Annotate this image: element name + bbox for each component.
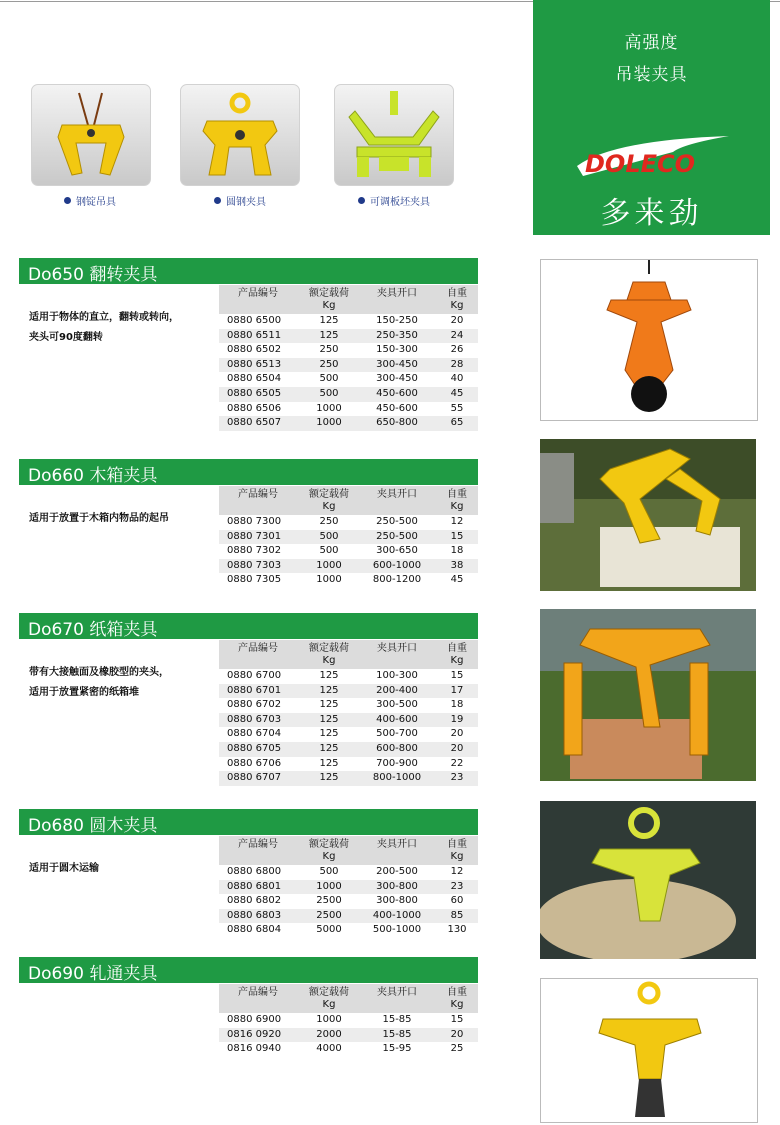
table-row [219, 1028, 478, 1043]
section-description: 夹头可90度翻转 [29, 332, 103, 343]
cell-code: 0880 7300 [227, 516, 282, 527]
photo-carton-clamp [540, 609, 756, 781]
cell-weight: 15 [450, 670, 464, 681]
table-row [219, 402, 478, 417]
table-row [219, 515, 478, 530]
cell-load: 250 [319, 358, 339, 370]
section-title: Do660 木箱夹具 [28, 466, 158, 486]
table-row [219, 416, 478, 431]
cell-opening: 700-900 [376, 757, 418, 769]
cell-weight: 15 [450, 530, 464, 542]
cell-code: 0880 6701 [227, 684, 282, 696]
table-row [219, 530, 478, 545]
cell-weight: 18 [450, 699, 464, 711]
table-row [219, 544, 478, 559]
cell-opening: 800-1200 [372, 574, 422, 586]
cell-opening: 400-1000 [372, 909, 422, 921]
cell-code: 0880 6702 [227, 699, 282, 711]
section-description: 适用于放置紧密的纸箱堆 [29, 687, 139, 698]
cell-code: 0880 6802 [227, 895, 282, 907]
brand-name-cn: 多来劲 [600, 196, 703, 231]
cell-opening: 300-450 [376, 373, 418, 385]
cell-weight: 130 [447, 924, 467, 936]
header-load: 额定载荷 Kg [309, 489, 349, 512]
header-load: 额定载荷 Kg [309, 987, 349, 1010]
cell-opening: 250-350 [376, 329, 418, 341]
table-row [219, 329, 478, 344]
cell-code: 0880 6502 [227, 344, 282, 356]
section-title: Do690 轧通夹具 [28, 964, 158, 984]
table-header [219, 836, 478, 865]
cell-weight: 45 [450, 387, 464, 399]
cell-weight: 20 [450, 315, 464, 326]
header-weight: 自重 Kg [447, 839, 467, 862]
cell-opening: 300-800 [376, 895, 418, 907]
cell-weight: 22 [450, 757, 464, 769]
thumbnail-caption: 圆钢夹具 [214, 193, 266, 208]
header-load: 额定载荷 Kg [309, 839, 349, 862]
cell-code: 0880 6513 [227, 358, 282, 370]
cell-opening: 150-250 [376, 315, 418, 326]
table-row [219, 314, 478, 329]
cell-opening: 15-85 [382, 1028, 412, 1040]
cell-opening: 100-300 [376, 670, 418, 681]
cell-opening: 300-800 [376, 880, 418, 892]
table-row [219, 757, 478, 772]
cell-opening: 600-1000 [372, 559, 422, 571]
round-steel-clamp-icon [181, 85, 299, 185]
cell-weight: 12 [450, 866, 464, 877]
header-code: 产品编号 [238, 987, 278, 998]
header-code: 产品编号 [238, 643, 278, 654]
cell-code: 0880 6705 [227, 742, 282, 754]
section-title: Do670 纸箱夹具 [28, 620, 158, 640]
cell-load: 250 [319, 516, 339, 527]
carton-clamp-photo [540, 609, 756, 781]
cell-load: 1000 [316, 574, 342, 586]
cell-opening: 300-650 [376, 545, 418, 557]
cell-load: 2500 [316, 909, 342, 921]
thumbnail-round-steel-clamp [180, 84, 300, 186]
cell-load: 2500 [316, 895, 342, 907]
svg-text:DOLECO: DOLECO [585, 150, 696, 178]
cell-opening: 400-600 [376, 713, 418, 725]
header-opening: 夹具开口 [377, 987, 417, 998]
brand-panel [533, 0, 770, 235]
cell-weight: 23 [450, 880, 464, 892]
cell-load: 500 [319, 530, 339, 542]
cell-load: 125 [319, 772, 339, 784]
header-code: 产品编号 [238, 288, 278, 299]
cell-opening: 200-400 [376, 684, 418, 696]
table-row [219, 771, 478, 786]
cell-code: 0880 6804 [227, 924, 282, 936]
spec-table [219, 486, 478, 588]
cell-load: 1000 [316, 880, 342, 892]
table-row [219, 387, 478, 402]
table-row [219, 358, 478, 373]
table-header [219, 984, 478, 1013]
cell-opening: 15-85 [382, 1014, 412, 1025]
cell-load: 500 [319, 373, 339, 385]
cell-opening: 450-600 [376, 402, 418, 414]
brand-title-line2: 吊装夹具 [615, 65, 688, 85]
cell-load: 1000 [316, 417, 342, 429]
cell-load: 4000 [316, 1043, 342, 1055]
cell-code: 0880 7305 [227, 574, 282, 586]
cell-load: 1000 [316, 1014, 342, 1025]
cell-weight: 55 [450, 402, 464, 414]
cell-load: 500 [319, 387, 339, 399]
cell-weight: 24 [450, 329, 464, 341]
cell-opening: 250-500 [376, 516, 418, 527]
cell-code: 0880 6704 [227, 728, 282, 740]
header-code: 产品编号 [238, 489, 278, 500]
cell-load: 125 [319, 699, 339, 711]
cell-code: 0880 7301 [227, 530, 282, 542]
cell-load: 125 [319, 757, 339, 769]
cell-weight: 18 [450, 545, 464, 557]
section-header [19, 258, 478, 284]
table-row [219, 727, 478, 742]
pipe-clamp-photo [541, 979, 757, 1122]
header-load: 额定载荷 Kg [309, 288, 349, 311]
table-header [219, 486, 478, 515]
cell-weight: 28 [450, 358, 464, 370]
cell-opening: 500-1000 [372, 924, 422, 936]
table-row [219, 865, 478, 880]
table-row [219, 669, 478, 684]
cell-load: 2000 [316, 1028, 342, 1040]
cell-code: 0880 6505 [227, 387, 282, 399]
cell-code: 0880 6803 [227, 909, 282, 921]
cell-load: 1000 [316, 402, 342, 414]
cell-load: 125 [319, 670, 339, 681]
cell-opening: 600-800 [376, 742, 418, 754]
cell-weight: 20 [450, 1028, 464, 1040]
thumbnail-ingot-clamp [31, 84, 151, 186]
header-weight: 自重 Kg [447, 288, 467, 311]
cell-code: 0880 6703 [227, 713, 282, 725]
log-clamp-photo [540, 801, 756, 959]
cell-weight: 15 [450, 1014, 464, 1025]
cell-weight: 12 [450, 516, 464, 527]
cell-load: 1000 [316, 559, 342, 571]
section-header [19, 809, 478, 835]
cell-code: 0880 6800 [227, 866, 282, 877]
spec-table [219, 836, 478, 938]
table-row [219, 698, 478, 713]
table-header [219, 285, 478, 314]
cell-code: 0880 6900 [227, 1014, 282, 1025]
section-header [19, 613, 478, 639]
table-row [219, 573, 478, 588]
table-row [219, 713, 478, 728]
table-row [219, 343, 478, 358]
cell-opening: 200-500 [376, 866, 418, 877]
cell-code: 0880 7303 [227, 559, 282, 571]
cell-weight: 45 [450, 574, 464, 586]
table-row [219, 880, 478, 895]
cell-weight: 20 [450, 742, 464, 754]
table-row [219, 894, 478, 909]
cell-weight: 85 [450, 909, 464, 921]
cell-weight: 23 [450, 772, 464, 784]
thumbnail-slab-clamp [334, 84, 454, 186]
cell-opening: 250-500 [376, 530, 418, 542]
thumbnail-caption: 钢锭吊具 [64, 193, 116, 208]
cell-opening: 800-1000 [372, 772, 422, 784]
table-row [219, 742, 478, 757]
header-opening: 夹具开口 [377, 839, 417, 850]
table-row [219, 923, 478, 938]
cell-load: 125 [319, 329, 339, 341]
cell-weight: 17 [450, 684, 464, 696]
cell-load: 500 [319, 866, 339, 877]
cell-code: 0880 6707 [227, 772, 282, 784]
section-description: 适用于圆木运输 [29, 863, 99, 874]
cell-code: 0880 6511 [227, 329, 282, 341]
wooden-crate-clamp-photo [540, 439, 756, 591]
section-header [19, 459, 478, 485]
cell-load: 500 [319, 545, 339, 557]
cell-opening: 450-600 [376, 387, 418, 399]
brand-title-line1: 高强度 [624, 33, 679, 53]
cell-load: 125 [319, 742, 339, 754]
adjustable-slab-clamp-icon [335, 85, 453, 185]
cell-opening: 500-700 [376, 728, 418, 740]
cell-weight: 20 [450, 728, 464, 740]
doleco-logo [573, 132, 733, 188]
photo-crate-clamp [540, 439, 756, 591]
cell-load: 250 [319, 344, 339, 356]
photo-flip-clamp [540, 259, 758, 421]
table-row [219, 1042, 478, 1057]
cell-weight: 25 [450, 1043, 464, 1055]
cell-code: 0880 6700 [227, 670, 282, 681]
ingot-clamp-icon [32, 85, 150, 185]
header-code: 产品编号 [238, 839, 278, 850]
header-load: 额定载荷 Kg [309, 643, 349, 666]
cell-code: 0880 6706 [227, 757, 282, 769]
cell-opening: 150-300 [376, 344, 418, 356]
table-row [219, 909, 478, 924]
cell-code: 0880 6506 [227, 402, 282, 414]
cell-weight: 26 [450, 344, 464, 356]
cell-code: 0880 6504 [227, 373, 282, 385]
cell-opening: 650-800 [376, 417, 418, 429]
cell-code: 0816 0920 [227, 1028, 282, 1040]
photo-pipe-clamp [540, 978, 758, 1123]
flip-clamp-photo [541, 260, 757, 420]
spec-table [219, 984, 478, 1057]
cell-weight: 60 [450, 895, 464, 907]
section-description: 适用于物体的直立，翻转或转向， [29, 312, 179, 323]
cell-opening: 300-450 [376, 358, 418, 370]
cell-load: 125 [319, 315, 339, 326]
cell-weight: 40 [450, 373, 464, 385]
section-description: 适用于放置于木箱内物品的起吊 [29, 513, 169, 524]
header-opening: 夹具开口 [377, 288, 417, 299]
cell-weight: 65 [450, 417, 464, 429]
cell-code: 0880 6801 [227, 880, 282, 892]
spec-table [219, 640, 478, 786]
cell-code: 0880 6507 [227, 417, 282, 429]
cell-load: 125 [319, 728, 339, 740]
cell-load: 5000 [316, 924, 342, 936]
table-row [219, 1013, 478, 1028]
cell-load: 125 [319, 713, 339, 725]
section-header [19, 957, 478, 983]
section-title: Do650 翻转夹具 [28, 265, 158, 285]
header-opening: 夹具开口 [377, 489, 417, 500]
cell-opening: 15-95 [382, 1043, 412, 1055]
table-row [219, 684, 478, 699]
thumbnail-caption: 可调板坯夹具 [358, 193, 430, 208]
cell-load: 125 [319, 684, 339, 696]
cell-weight: 38 [450, 559, 464, 571]
section-description: 带有大接触面及橡胶型的夹头， [29, 667, 169, 678]
cell-weight: 19 [450, 713, 464, 725]
photo-log-clamp [540, 801, 756, 959]
spec-table [219, 285, 478, 431]
table-header [219, 640, 478, 669]
header-weight: 自重 Kg [447, 987, 467, 1010]
cell-code: 0880 6500 [227, 315, 282, 326]
cell-opening: 300-500 [376, 699, 418, 711]
cell-code: 0816 0940 [227, 1043, 282, 1055]
table-row [219, 559, 478, 574]
header-opening: 夹具开口 [377, 643, 417, 654]
header-weight: 自重 Kg [447, 489, 467, 512]
header-weight: 自重 Kg [447, 643, 467, 666]
table-row [219, 372, 478, 387]
section-title: Do680 圆木夹具 [28, 816, 158, 836]
cell-code: 0880 7302 [227, 545, 282, 557]
